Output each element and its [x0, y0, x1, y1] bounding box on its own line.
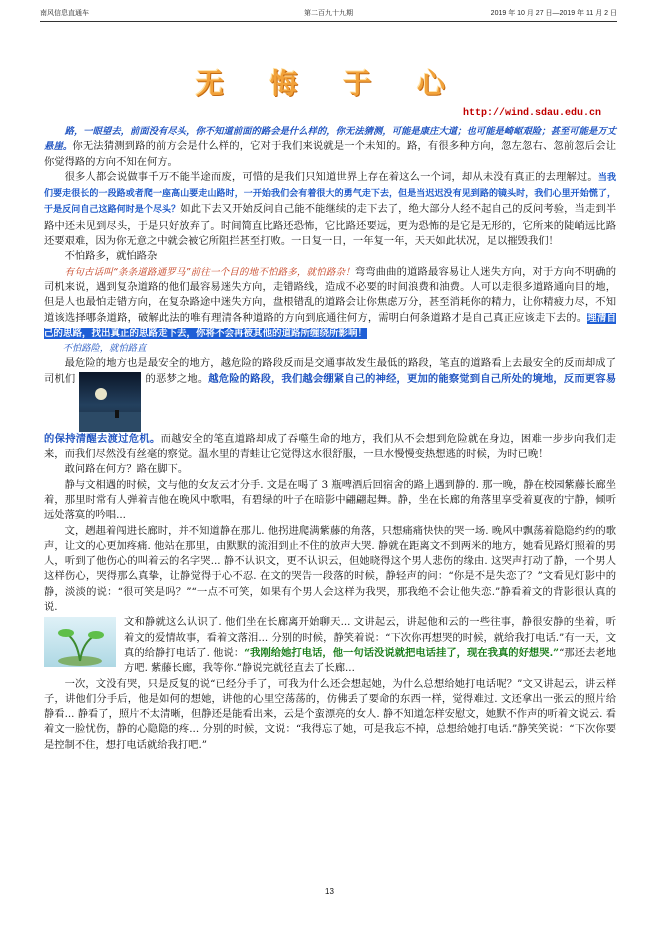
header-center: 第二百九十九期: [304, 10, 353, 17]
paragraph: [44, 265, 616, 341]
source-url[interactable]: http://wind.sdau.edu.cn: [462, 108, 601, 119]
paragraph: 文，趔趄着闯进长廊时，并不知道静在那儿. 他拐进爬满紫藤的角落，只想痛痛快快的哭一场. 晚风中飘荡着隐隐约约的歌声，让文的心更加疼痛. 他站在那里，由默默的流泪到止不住的放声大哭. 静就在距离文不到两米的地方，她看见路灯照着的男人，听到了他伤心的叫着云的名字哭... 静不认识文，更不认识云，但她晓得这个男人悲伤的缘由. 这哭声打动了静，一个男人这样伤心，哭得那么真挚，让静觉得于心不忍. 在文的哭告一段落的时候，静轻声的问：“你是不是失恋了？”文看见灯影中的静，淡淡的说：“很可笑是吗？”“一点不可笑，如果有个男人会这样为我哭，那我绝不会让他失恋.”静看着文的背影很认真的说.: [44, 524, 616, 614]
highlight-quote: “我刚给她打电话，他一句话没说就把电话挂了，现在我真的好想哭.”: [244, 646, 560, 659]
text: 的恶梦之地。: [145, 372, 209, 385]
emphasis-text: 路，一眼望去，前面没有尽头，你不知道前面的路会是什么样的，你无法猜测，可能是康庄大道；也可能是崎岖艰险；甚至可能是万丈悬崖。: [44, 126, 616, 153]
text: “那还去老地方吧. 紫藤长廊，我等你.”静说完就径直去了长廊...: [124, 646, 617, 675]
text: 你无法猜测到路的前方会是什么样的，它对于我们来说就是一个未知的。路，有很多种方向，忽左忽右、忽前忽后会让你觉得路的方向不知在何方。: [44, 140, 617, 168]
paragraph: 一次，文没有哭，只是反复的说“已经分手了，可我为什么还会想起她，为什么总想给她打电话呢？”文又讲起云，讲云样子，讲他们分手后，他是如何的想她，讲他的心里空荡荡的，仿佛丢了要命的东西一样，觉得难过. 文还拿出一张云的照片给静看... 静看了，照片不太清晰，但静还是能看出来，云是个蛮漂亮的女人. 静不知道怎样安慰文，她默不作声的听着文说云. 看着文一脸忧伤，静的心隐隐的疼... 分别的时候，文说：“我得忘了她，可是我忘不掉，总想给她打电话.”静笑笑说：“下次你要是控制不住，想打电话就给我打吧.”: [44, 677, 616, 751]
paragraph: [44, 615, 616, 676]
article-body: [44, 124, 616, 753]
text: 很多人都会说做事千万不能半途而废，可惜的是我们只知道世界上存在着这么一个词，却从未没有真正的去理解过。: [64, 170, 598, 183]
text: 最危险的地方也是最安全的地方，越危险的路段反而是交通事故发生最低的路段，笔直的道路看上去最安全的反而却成了司机们: [44, 357, 616, 385]
article-title: 无 悔 于 心: [195, 67, 464, 100]
header-right: 2019 年 10 月 27 日—2019 年 11 月 2 日: [490, 10, 617, 17]
text: 文和静就这么认识了. 他们坐在长廊离开始聊天... 文讲起云，讲起他和云的一些往事，静很安静的坐着，听着文的爱情故事，看着文落泪... 分别的时候，静笑着说：“下次你再想哭的时候，就给我打电话.”有一天，文真的给静打电话了. 他说：: [124, 616, 616, 659]
highlight-text: 理清自己的思路，找出真正的思路走下去，你将不会再被其他的道路所缠绕所影响！: [44, 312, 616, 339]
paragraph: [44, 170, 616, 249]
paragraph: [44, 356, 616, 462]
text: 如此下去又开始反问自己能不能继续的走下去了，绝大部分人经不起自己的反问考验，当走到半路中还未见到尽头，于是只好放弃了。时间简直比路还恐怖，它比路还要远，更为恐怖的是它是无形的，它所来的陡峭远比路还要艰难，因为你无意之中就会被它所阻拦甚至打败。一日复一日，一年复一年，天天如此状况，足以摧毁我们！: [44, 203, 616, 248]
text: 弯弯曲曲的道路最容易让人迷失方向，对于方向不明确的司机来说，遇到复杂道路的他们最容易迷失方向，走错路线，造成不必要的时间浪费和油费。人可以走很多道路通向目的地，但是人也最怕走错方向，在复杂路途中迷失方向，盘根错乱的道路会让你焦虑万分，甚至消耗你的精力，让你精疲力尽，不知道该选择哪条道路，破解此法的唯有理清各种道路的方向到底通往何方，需明白何条道路才是自己真正应该走下去的。: [44, 265, 616, 324]
paragraph: 静与文相遇的时候，文与他的女友云才分手. 文是在喝了 3 瓶啤酒后回宿舍的路上遇到静的. 那一晚，静在校园紫藤长廊坐着，那里时常有人弹着吉他在晚风中歌唱，有碧绿的叶子在暗影中翩翩起舞。静，坐在长廊的角落里享受着夏夜的宁静，倾听远处落寞的吟唱...: [44, 478, 616, 522]
plant-image: [44, 617, 116, 667]
emphasis-text: 越危险的路段，我们越会绷紧自己的神经，更加的能察觉到自己所处的境地，反而更容易的保持清醒去渡过危机。: [44, 372, 617, 445]
subheading: 不怕路多，就怕路杂: [64, 250, 158, 263]
page-number: 13: [325, 887, 334, 896]
subheading: 不怕路险，就怕路直: [62, 343, 147, 355]
header-divider: [40, 21, 617, 22]
emphasis-text: 当我们要走很长的一段路或者爬一座高山要走山路时，一开始我们会有着很大的勇气走下去，但是当迟迟没有见到路的镜头时，我们心里开始慌了，于是反问自己这路何时是个尽头？: [44, 172, 616, 216]
page-header: [40, 8, 617, 22]
night-lake-image: [79, 372, 141, 432]
header-left: 南风信息直通车: [40, 10, 89, 17]
text: 而越安全的笔直道路却成了吞噬生命的地方，我们从不会想到危险就在身边，困难一步步向我们走来，而我们尽然没有丝毫的察觉。温水里的青蛙让它觉得这水很舒服，一旦水慢慢变热想逃的时候，为时已晚！: [44, 432, 617, 461]
paragraph: 敢问路在何方？路在脚下。: [64, 463, 189, 476]
quote-text: 有句古话叫“条条道路通罗马”前往一个目的地不怕路多，就怕路杂！: [64, 266, 355, 278]
paragraph: [44, 124, 616, 170]
